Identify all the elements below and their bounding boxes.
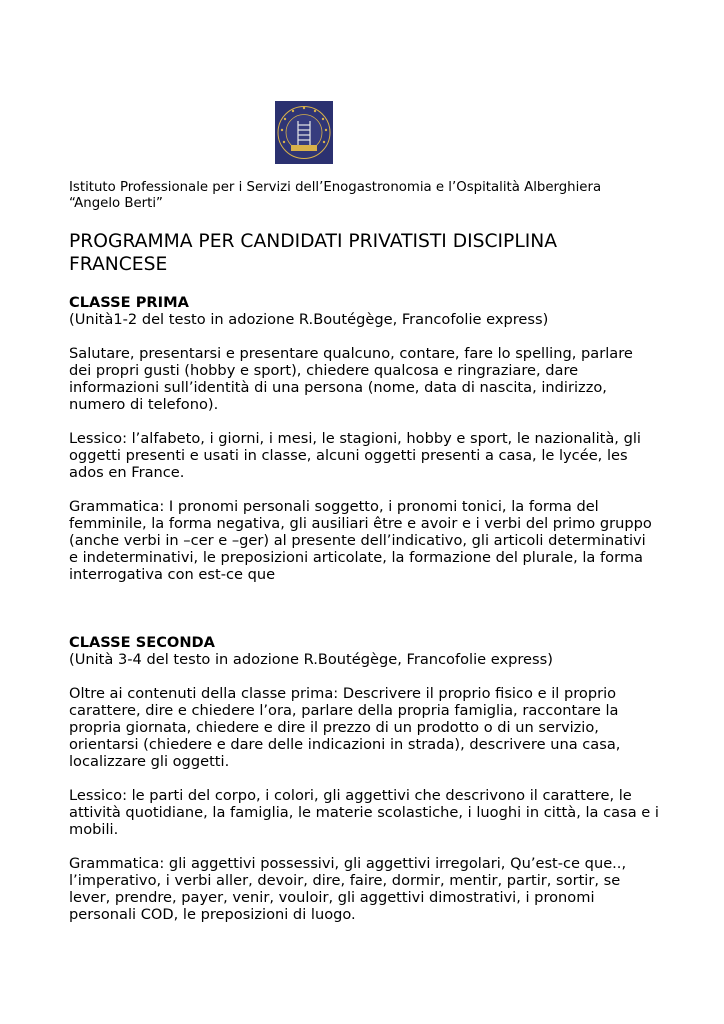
page-title: PROGRAMMA PER CANDIDATI PRIVATISTI DISCIPLINA FRANCESE	[69, 231, 558, 275]
school-seal-icon	[275, 101, 333, 164]
section-classe-seconda	[69, 634, 659, 923]
section-paragraph: Lessico: le parti del corpo, i colori, gli aggettivi che descrivono il carattere, le attività quotidiane, la famiglia, le materie scolastiche, i luoghi in città, la casa e i mobili.	[69, 787, 659, 838]
institute-name-line2: “Angelo Berti”	[69, 196, 163, 211]
institute-name-line1: Istituto Professionale per i Servizi dell’Enogastronomia e l’Ospitalità Alberghiera	[69, 180, 602, 195]
section-classe-prima	[69, 294, 659, 583]
section-heading: CLASSE SECONDA	[69, 634, 215, 651]
section-subtitle: (Unità1-2 del testo in adozione R.Boutégège, Francofolie express)	[69, 311, 549, 328]
document-body	[69, 180, 659, 923]
section-subtitle: (Unità 3-4 del testo in adozione R.Boutégège, Francofolie express)	[69, 651, 553, 668]
section-paragraph: Salutare, presentarsi e presentare qualcuno, contare, fare lo spelling, parlare dei propri gusti (hobby e sport), chiedere qualcosa e ringraziare, dare informazioni sull’identità di una persona (nome, data di nascita, indirizzo, numero di telefono).	[69, 345, 633, 413]
section-paragraph: Grammatica: I pronomi personali soggetto, i pronomi tonici, la forma del femminile, la forma negativa, gli ausiliari être e avoir e i verbi del primo gruppo (anche verbi in –cer e –ger) al presente dell’indicativo, gli articoli determinativi e indeterminativi, le preposizioni articolate, la formazione del plurale, la forma interrogativa con est-ce que	[69, 498, 652, 583]
section-paragraph: Lessico: l’alfabeto, i giorni, i mesi, le stagioni, hobby e sport, le nazionalità, gli oggetti presenti e usati in classe, alcuni oggetti presenti a casa, le lycée, les ados en France.	[69, 430, 641, 481]
institute-name	[69, 180, 659, 212]
section-paragraph: Grammatica: gli aggettivi possessivi, gli aggettivi irregolari, Qu’est-ce que.., l’imperativo, i verbi aller, devoir, dire, faire, dormir, mentir, partir, sortir, se lever, prendre, payer, venir, vouloir, gli aggettivi dimostrativi, i pronomi personali COD, le preposizioni di luogo.	[69, 855, 627, 923]
section-paragraph: Oltre ai contenuti della classe prima: Descrivere il proprio fisico e il proprio carattere, dire e chiedere l’ora, parlare della propria famiglia, raccontare la propria giornata, chiedere e dire il prezzo di un prodotto o di un servizio, orientarsi (chiedere e dare delle indicazioni in strada), descrivere una casa, localizzare gli oggetti.	[69, 685, 621, 770]
section-heading: CLASSE PRIMA	[69, 294, 189, 311]
